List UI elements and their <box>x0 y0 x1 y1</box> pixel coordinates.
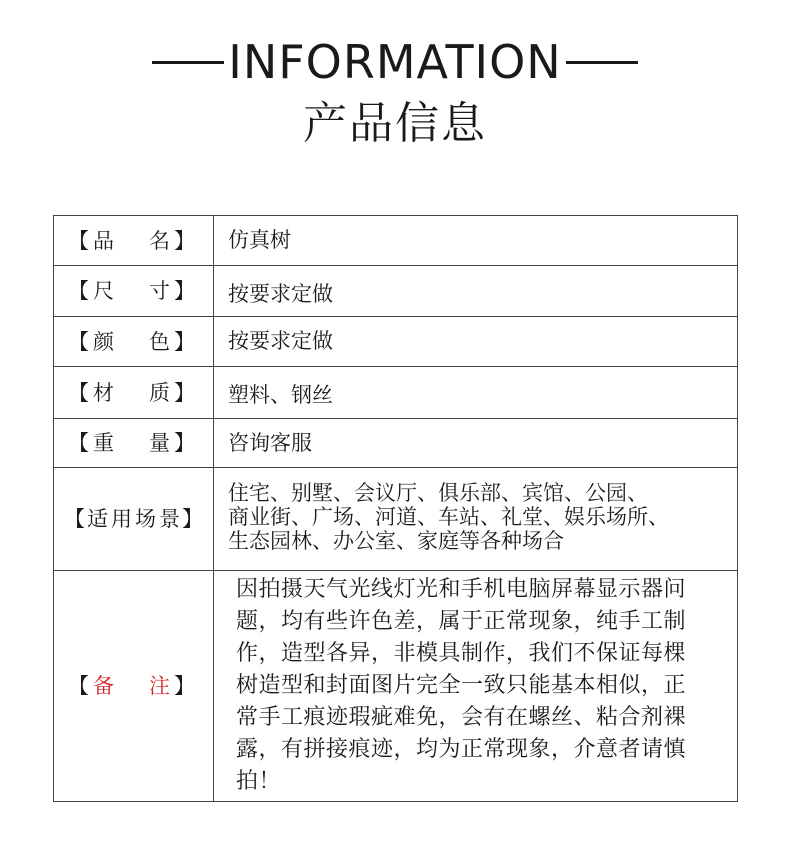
label-char: 尺 <box>93 279 114 303</box>
label-char: 色 <box>149 329 170 354</box>
label-char: 注 <box>149 674 170 698</box>
table-row-note <box>54 571 738 802</box>
bracket-open: 【 <box>68 228 89 253</box>
label-text <box>85 506 182 532</box>
table-row-color <box>54 317 738 367</box>
label-char: 名 <box>149 228 170 253</box>
bracket-close: 】 <box>174 431 195 455</box>
label-text <box>89 380 174 406</box>
row-value: 咨询客服 <box>228 430 312 455</box>
label-char: 景 <box>159 507 180 531</box>
title-english: INFORMATION <box>228 35 562 89</box>
row-label <box>54 228 213 254</box>
bracket-open: 【 <box>68 674 89 698</box>
bracket-open: 【 <box>68 380 89 405</box>
label-char: 用 <box>111 507 132 531</box>
table-row-size <box>54 266 738 317</box>
row-label <box>54 278 213 304</box>
bracket-close: 】 <box>182 507 203 531</box>
value-cell <box>214 468 738 571</box>
label-cell <box>54 571 214 802</box>
left-dash-divider <box>152 61 224 64</box>
row-value: 按要求定做 <box>228 281 333 306</box>
label-char: 颜 <box>93 329 114 354</box>
table-row-name <box>54 216 738 266</box>
label-cell <box>54 317 214 367</box>
bracket-close: 】 <box>174 228 195 253</box>
title-row <box>0 30 790 94</box>
title-chinese: 产品信息 <box>303 98 487 149</box>
value-cell <box>214 367 738 419</box>
label-char: 质 <box>149 380 170 405</box>
label-text <box>89 329 174 355</box>
value-cell <box>214 216 738 266</box>
row-label <box>54 673 213 699</box>
value-cell <box>214 419 738 468</box>
bracket-close: 】 <box>174 329 195 354</box>
label-text <box>89 278 174 304</box>
bracket-close: 】 <box>174 674 195 698</box>
label-char: 品 <box>93 228 114 253</box>
bracket-close: 】 <box>174 380 195 405</box>
label-char: 备 <box>93 674 114 698</box>
label-char: 适 <box>87 507 108 531</box>
label-char: 寸 <box>149 279 170 303</box>
row-value: 住宅、别墅、会议厅、俱乐部、宾馆、公园、 商业街、广场、河道、车站、礼堂、娱乐场所、 生态园林、办公室、家庭等各种场合 <box>228 481 669 553</box>
row-label <box>54 329 213 355</box>
table-row-scenes <box>54 468 738 571</box>
product-info-table <box>53 215 738 802</box>
row-value: 仿真树 <box>228 228 291 252</box>
bracket-open: 【 <box>68 431 89 455</box>
right-dash-divider <box>566 61 638 64</box>
row-value: 塑料、钢丝 <box>228 383 333 407</box>
label-char: 量 <box>149 431 170 455</box>
bracket-open: 【 <box>64 507 85 531</box>
label-cell <box>54 216 214 266</box>
label-text <box>89 228 174 254</box>
label-char: 重 <box>93 431 114 455</box>
label-cell <box>54 367 214 419</box>
value-cell <box>214 266 738 317</box>
label-char: 材 <box>93 380 114 405</box>
bracket-open: 【 <box>68 329 89 354</box>
label-cell <box>54 468 214 571</box>
row-value: 按要求定做 <box>228 329 333 353</box>
value-cell <box>214 571 738 802</box>
page-header <box>0 30 790 152</box>
label-char: 场 <box>135 507 156 531</box>
value-cell <box>214 317 738 367</box>
row-label <box>54 506 213 532</box>
row-label <box>54 430 213 456</box>
bracket-close: 】 <box>174 279 195 303</box>
table-row-weight <box>54 419 738 468</box>
label-text <box>89 430 174 456</box>
table-row-material <box>54 367 738 419</box>
label-cell <box>54 419 214 468</box>
label-text <box>89 673 174 699</box>
row-label <box>54 380 213 406</box>
row-value: 因拍摄天气光线灯光和手机电脑屏幕显示器问 题，均有些许色差，属于正常现象，纯手工制 作，造型各异，非模具制作，我们不保证每棵 树造型和封面图片完全一致只能基本相似，正 常手工痕迹瑕疵难免，会有在螺丝、粘合剂裸 露，有拼接痕迹，均为正常现象，介意者请慎 拍！ <box>236 577 687 794</box>
bracket-open: 【 <box>68 279 89 303</box>
label-cell <box>54 266 214 317</box>
